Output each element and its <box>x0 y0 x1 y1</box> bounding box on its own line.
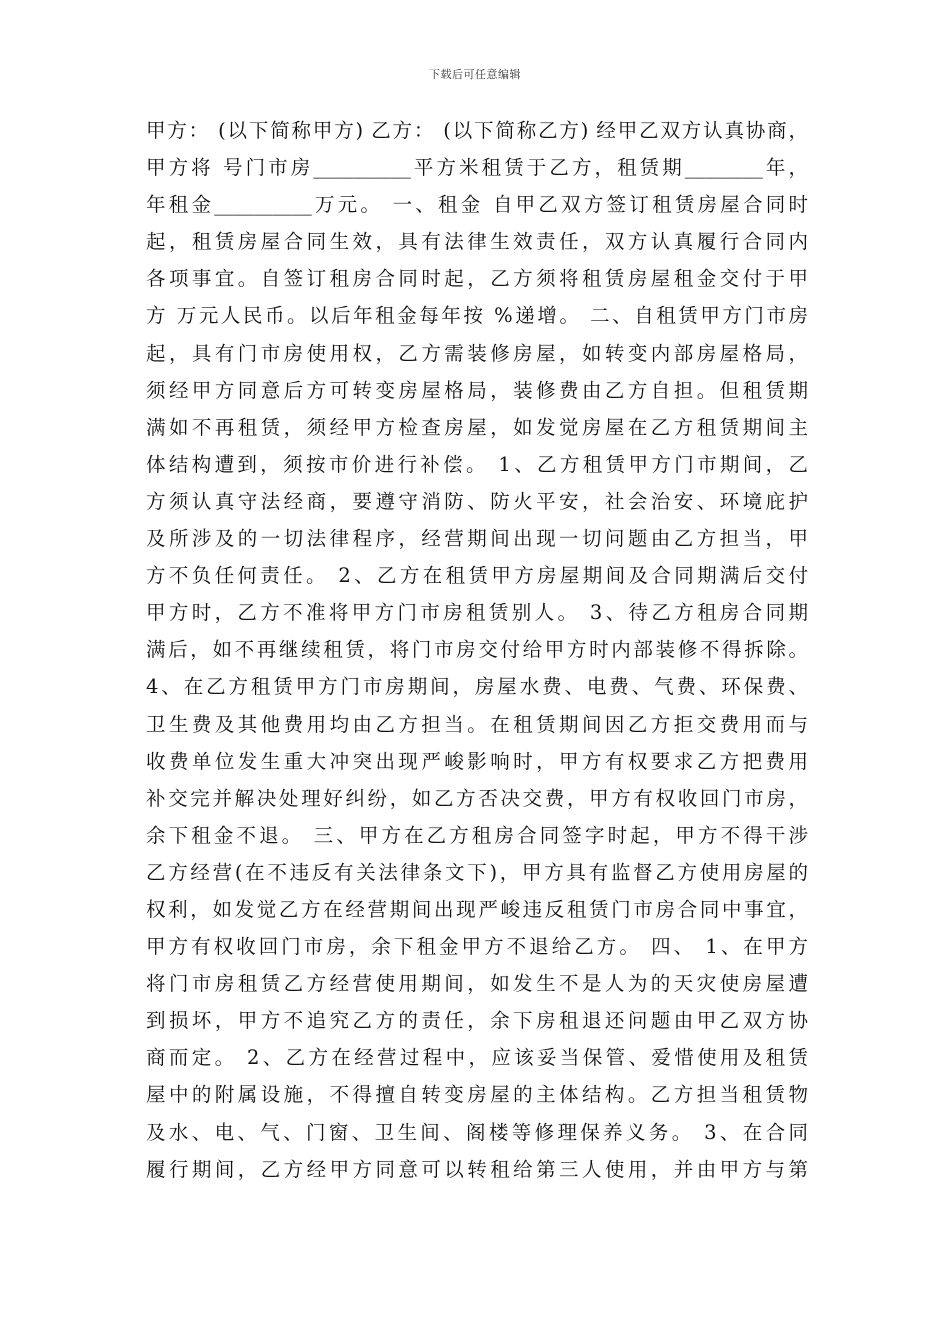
text-line: 屋中的附属设施，不得擅自转变房屋的主体结构。乙方担当租赁物 <box>146 1083 808 1107</box>
text-line: 方不负任何责任。 2、乙方在租赁甲方房屋期间及合同期满后交付 <box>146 564 808 588</box>
text-line: 满如不再租赁，须经甲方检查房屋，如发觉房屋在乙方租赁期间主 <box>146 415 808 439</box>
text-line: 方 万元人民币。以后年租金每年按 %递增。 二、自租赁甲方门市房 <box>146 304 808 328</box>
text-line: 甲方： (以下简称甲方) 乙方： (以下简称乙方) 经甲乙双方认真协商， <box>146 119 808 142</box>
text-line: 须经甲方同意后方可转变房屋格局，装修费由乙方自担。但租赁期 <box>146 378 808 402</box>
text-line: 权利，如发觉乙方在经营期间出现严峻违反租赁门市房合同中事宜， <box>146 897 808 921</box>
contract-body <box>146 112 808 1188</box>
text-line: 及所涉及的一切法律程序，经营期间出现一切问题由乙方担当，甲 <box>146 527 808 551</box>
text-line: 收费单位发生重大冲突出现严峻影响时，甲方有权要求乙方把费用 <box>146 749 808 773</box>
text-line: 体结构遭到，须按市价进行补偿。 1、乙方租赁甲方门市期间，乙 <box>146 452 808 476</box>
text-line: 4、在乙方租赁甲方门市房期间，房屋水费、电费、气费、环保费、 <box>146 675 808 699</box>
text-line: 甲方时，乙方不准将甲方门市房租赁别人。 3、待乙方租房合同期 <box>146 601 808 625</box>
text-line: 各项事宜。自签订租房合同时起，乙方须将租赁房屋租金交付于甲 <box>146 267 808 291</box>
text-line: 年租金__________万元。 一、租金 自甲乙双方签订租赁房屋合同时 <box>146 193 808 217</box>
text-line: 履行期间，乙方经甲方同意可以转租给第三人使用，并由甲方与第 <box>146 1157 808 1181</box>
text-line: 起，租赁房屋合同生效，具有法律生效责任，双方认真履行合同内 <box>146 230 808 254</box>
text-line: 甲方有权收回门市房，余下租金甲方不退给乙方。 四、 1、在甲方 <box>146 935 808 959</box>
text-line: 乙方经营(在不违反有关法律条文下)，甲方具有监督乙方使用房屋的 <box>146 860 808 884</box>
text-line: 起，具有门市房使用权，乙方需装修房屋，如转变内部房屋格局， <box>146 341 808 365</box>
text-line: 补交完并解决处理好纠纷，如乙方否决交费，甲方有权收回门市房， <box>146 786 808 810</box>
text-line: 到损坏，甲方不追究乙方的责任，余下房租退还问题由甲乙双方协 <box>146 1009 808 1033</box>
text-line: 余下租金不退。 三、甲方在乙方租房合同签字时起，甲方不得干涉 <box>146 823 808 847</box>
text-line: 卫生费及其他费用均由乙方担当。在租赁期间因乙方拒交费用而与 <box>146 712 808 736</box>
text-line: 方须认真守法经商，要遵守消防、防火平安，社会治安、环境庇护 <box>146 489 808 513</box>
text-line: 商而定。 2、乙方在经营过程中，应该妥当保管、爱惜使用及租赁 <box>146 1046 808 1070</box>
text-line: 甲方将 号门市房__________平方米租赁于乙方，租赁期________年， <box>146 156 808 180</box>
text-line: 将门市房租赁乙方经营使用期间，如发生不是人为的天灾使房屋遭 <box>146 972 808 996</box>
text-line: 满后，如不再继续租赁，将门市房交付给甲方时内部装修不得拆除。 <box>146 638 808 662</box>
text-line: 及水、电、气、门窗、卫生间、阁楼等修理保养义务。 3、在合同 <box>146 1120 808 1144</box>
page-header-note: 下载后可任意编辑 <box>429 68 521 81</box>
